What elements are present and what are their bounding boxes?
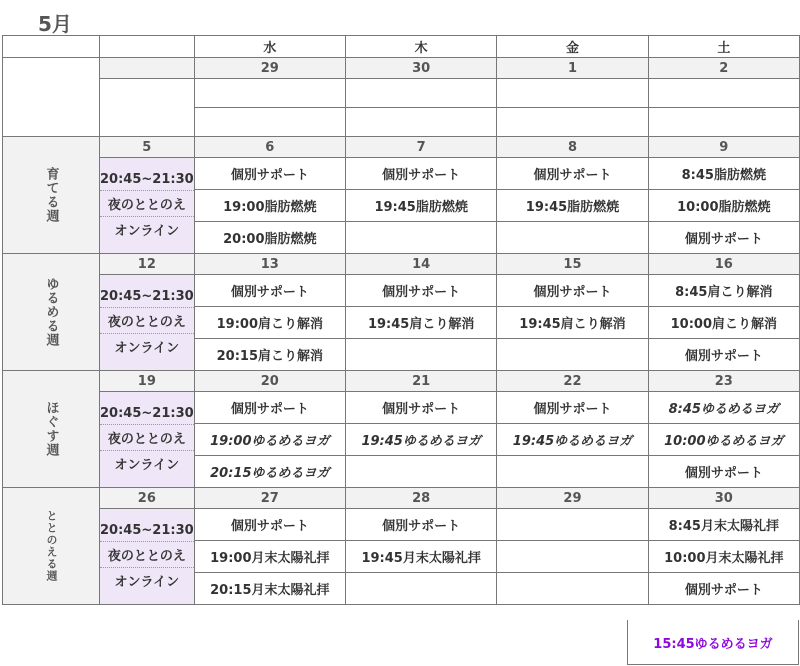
session-cell[interactable]: 20:15肩こり解消 — [194, 339, 345, 371]
weekday-wed: 水 — [194, 36, 345, 58]
session-cell[interactable]: 8:45肩こり解消 — [648, 275, 799, 307]
week-4-date-row — [3, 488, 800, 509]
session-row — [3, 158, 800, 190]
session-time: 20:45~21:30 — [100, 523, 194, 538]
session-name: 夜のととのえ — [107, 198, 186, 213]
session-cell[interactable]: 19:45ゆるめるヨガ — [345, 424, 496, 456]
session-time: 20:45~21:30 — [100, 172, 194, 187]
session-cell[interactable]: 19:45肩こり解消 — [345, 307, 496, 339]
evening-online-session[interactable] — [100, 275, 195, 371]
session-time: 20:45~21:30 — [100, 406, 194, 421]
session-cell[interactable]: 19:00ゆるめるヨガ — [194, 424, 345, 456]
session-cell[interactable]: 8:45ゆるめるヨガ — [648, 392, 799, 424]
empty-cell — [345, 108, 496, 137]
session-name: 夜のととのえ — [107, 432, 186, 447]
empty-cell — [648, 108, 799, 137]
session-row — [3, 275, 800, 307]
session-cell[interactable]: 個別サポート — [345, 392, 496, 424]
date-cell: 7 — [345, 137, 496, 158]
date-cell: 14 — [345, 254, 496, 275]
date-cell: 1 — [497, 58, 648, 79]
session-cell[interactable]: 19:00肩こり解消 — [194, 307, 345, 339]
session-cell[interactable]: 10:00月末太陽礼拝 — [648, 541, 799, 573]
empty-cell — [194, 79, 345, 108]
session-cell[interactable]: 10:00肩こり解消 — [648, 307, 799, 339]
session-cell — [497, 509, 648, 541]
session-cell[interactable]: 個別サポート — [497, 275, 648, 307]
side-empty — [100, 79, 195, 137]
session-cell[interactable]: 19:45脂肪燃焼 — [497, 190, 648, 222]
week-3-date-row — [3, 371, 800, 392]
extra-saturday-session[interactable]: 15:45ゆるめるヨガ — [627, 620, 799, 665]
date-cell: 29 — [497, 488, 648, 509]
session-cell[interactable]: 個別サポート — [648, 222, 799, 254]
date-cell: 27 — [194, 488, 345, 509]
session-cell[interactable]: 個別サポート — [194, 275, 345, 307]
session-cell[interactable]: 個別サポート — [194, 158, 345, 190]
sunday-date: 12 — [100, 254, 195, 275]
week-label: ゆるめる週 — [3, 254, 100, 371]
sunday-date: 5 — [100, 137, 195, 158]
session-time: 20:45~21:30 — [100, 289, 194, 304]
session-cell — [345, 222, 496, 254]
session-cell — [345, 339, 496, 371]
session-type: オンライン — [114, 224, 180, 239]
date-cell: 30 — [648, 488, 799, 509]
session-row — [3, 392, 800, 424]
session-cell[interactable]: 19:45脂肪燃焼 — [345, 190, 496, 222]
empty-cell — [497, 79, 648, 108]
page-title: 5月 — [38, 12, 72, 36]
session-cell[interactable]: 個別サポート — [648, 573, 799, 605]
week-0-date-row — [3, 58, 800, 79]
date-cell: 16 — [648, 254, 799, 275]
session-cell[interactable]: 20:15月末太陽礼拝 — [194, 573, 345, 605]
session-cell[interactable]: 個別サポート — [345, 275, 496, 307]
date-cell: 28 — [345, 488, 496, 509]
session-type: オンライン — [114, 341, 180, 356]
schedule-calendar — [2, 35, 800, 605]
session-cell — [497, 456, 648, 488]
session-cell[interactable]: 個別サポート — [648, 339, 799, 371]
session-cell — [497, 339, 648, 371]
session-cell[interactable]: 20:15ゆるめるヨガ — [194, 456, 345, 488]
date-cell: 15 — [497, 254, 648, 275]
session-cell[interactable]: 個別サポート — [194, 509, 345, 541]
sunday-date: 19 — [100, 371, 195, 392]
evening-online-session[interactable] — [100, 509, 195, 605]
week-label: ほぐす週 — [3, 371, 100, 488]
session-cell[interactable]: 個別サポート — [497, 158, 648, 190]
week-1-date-row — [3, 137, 800, 158]
date-cell: 29 — [194, 58, 345, 79]
date-cell: 6 — [194, 137, 345, 158]
corner-cell — [3, 36, 100, 58]
session-type: オンライン — [114, 575, 180, 590]
session-name: 夜のととのえ — [107, 315, 186, 330]
empty-cell — [345, 79, 496, 108]
session-cell — [497, 573, 648, 605]
session-cell[interactable]: 8:45脂肪燃焼 — [648, 158, 799, 190]
session-name: 夜のととのえ — [107, 549, 186, 564]
empty-cell — [497, 108, 648, 137]
session-cell[interactable]: 10:00脂肪燃焼 — [648, 190, 799, 222]
session-cell[interactable]: 個別サポート — [497, 392, 648, 424]
session-cell[interactable]: 19:45肩こり解消 — [497, 307, 648, 339]
weekday-header-row — [3, 36, 800, 58]
session-cell — [497, 541, 648, 573]
session-cell[interactable]: 個別サポート — [345, 509, 496, 541]
weekday-fri: 金 — [497, 36, 648, 58]
empty-cell — [648, 79, 799, 108]
corner-cell — [100, 36, 195, 58]
session-cell[interactable]: 19:45月末太陽礼拝 — [345, 541, 496, 573]
date-cell: 23 — [648, 371, 799, 392]
weekday-thu: 木 — [345, 36, 496, 58]
evening-online-session[interactable] — [100, 158, 195, 254]
session-type: オンライン — [114, 458, 180, 473]
week-label: 育てる週 — [3, 137, 100, 254]
session-cell[interactable]: 19:45ゆるめるヨガ — [497, 424, 648, 456]
date-cell: 8 — [497, 137, 648, 158]
date-cell: 9 — [648, 137, 799, 158]
session-cell[interactable]: 個別サポート — [345, 158, 496, 190]
date-cell: 20 — [194, 371, 345, 392]
session-cell — [345, 573, 496, 605]
weekday-sat: 土 — [648, 36, 799, 58]
session-cell[interactable]: 個別サポート — [194, 392, 345, 424]
week-label-empty — [3, 58, 100, 137]
session-cell[interactable]: 20:00脂肪燃焼 — [194, 222, 345, 254]
week-label: ととのえる週 — [3, 488, 100, 605]
session-cell[interactable]: 19:00脂肪燃焼 — [194, 190, 345, 222]
session-cell[interactable]: 10:00ゆるめるヨガ — [648, 424, 799, 456]
session-cell[interactable]: 8:45月末太陽礼拝 — [648, 509, 799, 541]
sunday-date-empty — [100, 58, 195, 79]
session-cell — [345, 456, 496, 488]
sunday-date: 26 — [100, 488, 195, 509]
date-cell: 2 — [648, 58, 799, 79]
session-cell[interactable]: 19:00月末太陽礼拝 — [194, 541, 345, 573]
date-cell: 13 — [194, 254, 345, 275]
date-cell: 30 — [345, 58, 496, 79]
empty-cell — [194, 108, 345, 137]
date-cell: 21 — [345, 371, 496, 392]
evening-online-session[interactable] — [100, 392, 195, 488]
week-0-empty-row — [3, 79, 800, 108]
session-cell — [497, 222, 648, 254]
session-row — [3, 509, 800, 541]
session-cell[interactable]: 個別サポート — [648, 456, 799, 488]
date-cell: 22 — [497, 371, 648, 392]
week-2-date-row — [3, 254, 800, 275]
